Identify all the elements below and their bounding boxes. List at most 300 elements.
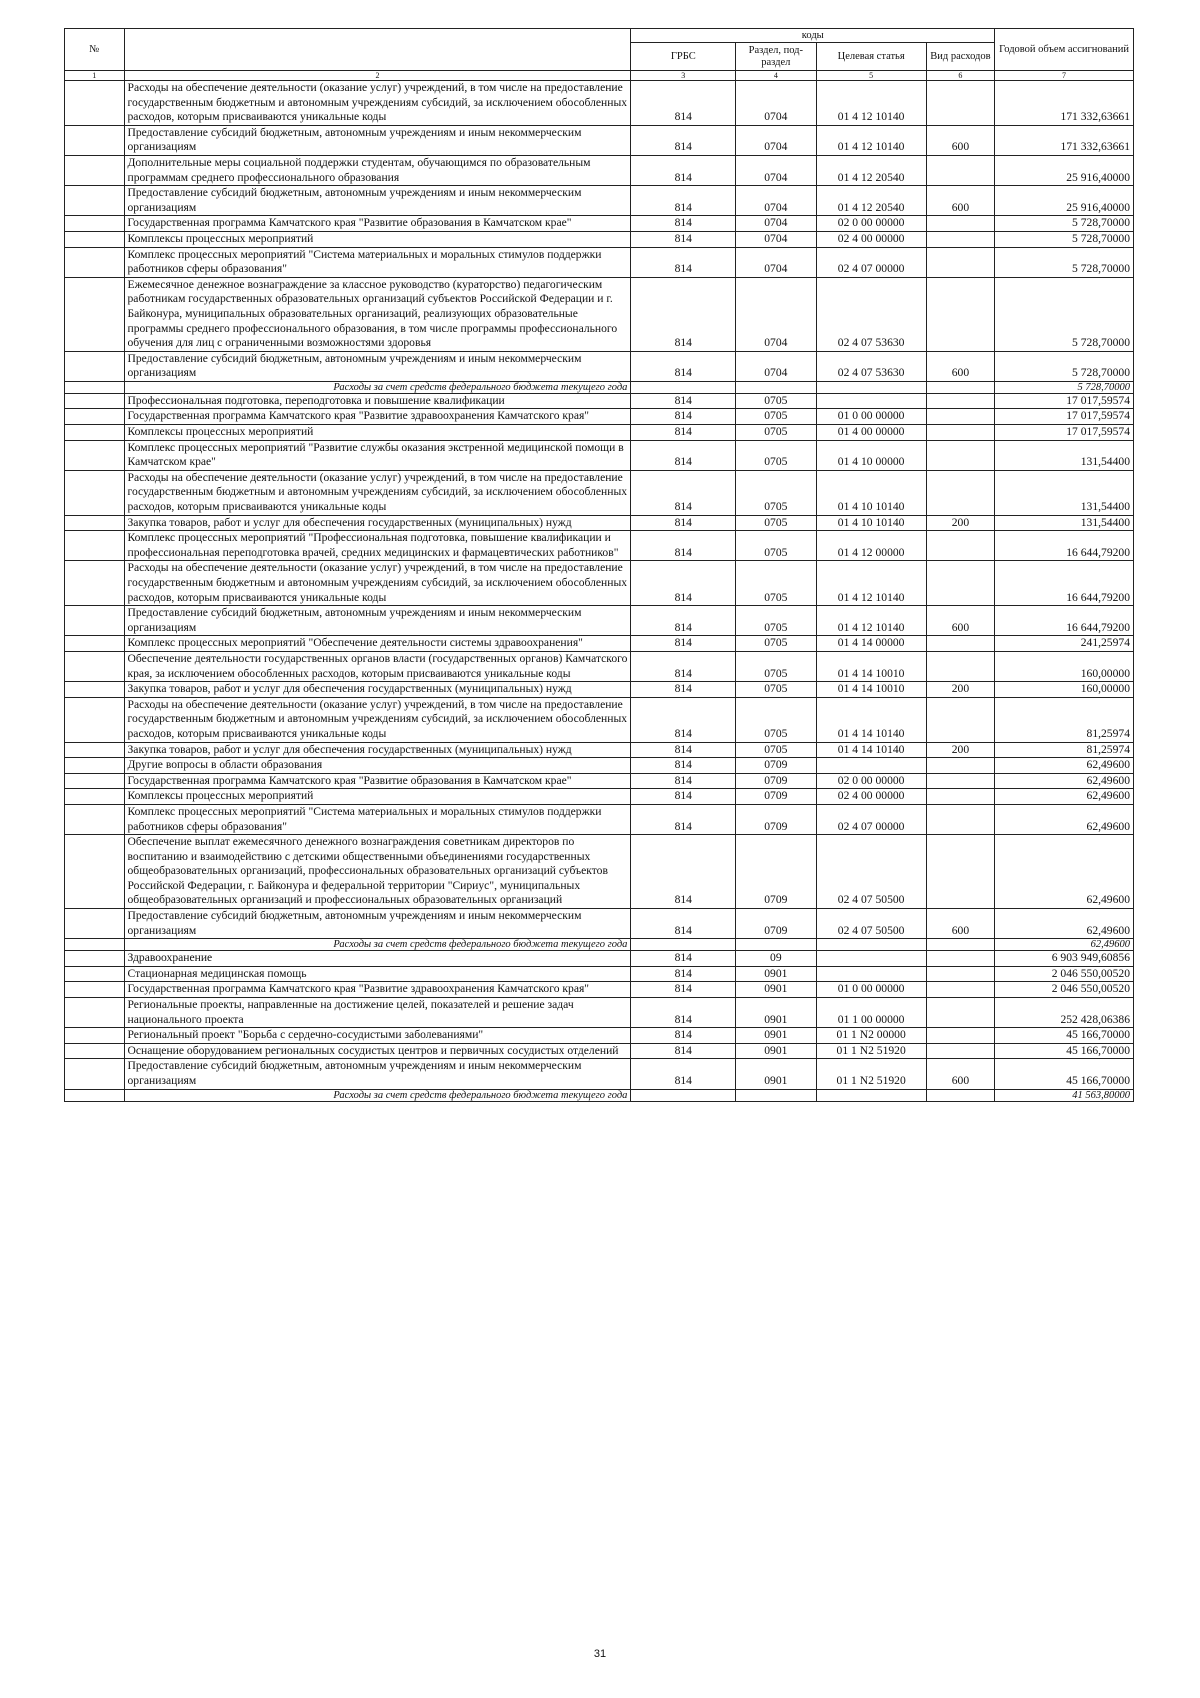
table-row <box>65 966 1134 982</box>
cell-num <box>65 835 125 909</box>
cell-vid <box>926 1028 994 1044</box>
cell-grbs: 814 <box>631 81 736 126</box>
cell-num <box>65 636 125 652</box>
cell-num <box>65 531 125 561</box>
cell-grbs: 814 <box>631 351 736 381</box>
cell-grbs: 814 <box>631 231 736 247</box>
cell-vid <box>926 966 994 982</box>
cell-vid <box>926 81 994 126</box>
page-number: 31 <box>593 1648 607 1660</box>
cell-sum: 62,49600 <box>995 758 1134 774</box>
cell-num <box>65 1043 125 1059</box>
cell-vid: 600 <box>926 125 994 155</box>
cell-grbs: 814 <box>631 682 736 698</box>
cell-name: Государственная программа Камчатского края "Развитие образования в Камчатском крае" <box>124 216 631 232</box>
cell-grbs <box>631 939 736 951</box>
cell-grbs: 814 <box>631 216 736 232</box>
cell-sum: 5 728,70000 <box>995 231 1134 247</box>
cell-razdel: 0704 <box>736 81 816 126</box>
cell-razdel: 0705 <box>736 682 816 698</box>
table-row <box>65 231 1134 247</box>
cell-vid <box>926 636 994 652</box>
cell-grbs <box>631 381 736 393</box>
cell-num <box>65 425 125 441</box>
cell-grbs: 814 <box>631 606 736 636</box>
cell-grbs: 814 <box>631 804 736 834</box>
cell-vid: 600 <box>926 606 994 636</box>
cell-name: Предоставление субсидий бюджетным, автономным учреждениям и иным некоммерческим организациям <box>124 351 631 381</box>
cell-celevaya: 01 1 00 00000 <box>816 998 926 1028</box>
table-row <box>65 982 1134 998</box>
cell-celevaya: 01 4 14 00000 <box>816 636 926 652</box>
cell-celevaya: 02 0 00 00000 <box>816 216 926 232</box>
cell-celevaya: 02 0 00 00000 <box>816 773 926 789</box>
cell-num <box>65 939 125 951</box>
cell-num <box>65 651 125 681</box>
table-row <box>65 742 1134 758</box>
cell-vid <box>926 998 994 1028</box>
cell-name: Расходы за счет средств федерального бюджета текущего года <box>124 939 631 951</box>
cell-sum: 160,00000 <box>995 651 1134 681</box>
header-volume: Годовой объем ассигнований <box>995 29 1134 71</box>
cell-razdel <box>736 1089 816 1101</box>
cell-grbs: 814 <box>631 515 736 531</box>
cell-name: Предоставление субсидий бюджетным, автономным учреждениям и иным некоммерческим организациям <box>124 909 631 939</box>
cell-sum: 5 728,70000 <box>995 351 1134 381</box>
cell-grbs: 814 <box>631 758 736 774</box>
cell-num <box>65 155 125 185</box>
header-grbs: ГРБС <box>631 43 736 71</box>
cell-sum: 45 166,70000 <box>995 1043 1134 1059</box>
cell-name: Комплекс процессных мероприятий "Система материальных и моральных стимулов поддержки работников сферы образования" <box>124 247 631 277</box>
cell-razdel <box>736 939 816 951</box>
table-row <box>65 186 1134 216</box>
cell-razdel: 0704 <box>736 186 816 216</box>
cell-celevaya: 02 4 07 53630 <box>816 277 926 351</box>
cell-sum: 16 644,79200 <box>995 531 1134 561</box>
cell-name: Закупка товаров, работ и услуг для обеспечения государственных (муниципальных) нужд <box>124 515 631 531</box>
cell-grbs: 814 <box>631 909 736 939</box>
cell-celevaya <box>816 758 926 774</box>
cell-name: Комплекс процессных мероприятий "Профессиональная подготовка, повышение квалификации и профессиональная переподготовка врачей, средних медицинских и фармацевтических работников" <box>124 531 631 561</box>
cell-name: Комплексы процессных мероприятий <box>124 231 631 247</box>
cell-razdel: 0704 <box>736 247 816 277</box>
cell-name: Стационарная медицинская помощь <box>124 966 631 982</box>
cell-grbs: 814 <box>631 951 736 967</box>
cell-vid <box>926 789 994 805</box>
table-row <box>65 351 1134 381</box>
col-number: 7 <box>995 71 1134 81</box>
table-row <box>65 758 1134 774</box>
cell-name: Государственная программа Камчатского края "Развитие образования в Камчатском крае" <box>124 773 631 789</box>
cell-name: Комплексы процессных мероприятий <box>124 425 631 441</box>
cell-vid <box>926 277 994 351</box>
cell-sum: 45 166,70000 <box>995 1059 1134 1089</box>
cell-name: Предоставление субсидий бюджетным, автономным учреждениям и иным некоммерческим организациям <box>124 606 631 636</box>
cell-sum: 45 166,70000 <box>995 1028 1134 1044</box>
table-row <box>65 470 1134 515</box>
cell-sum: 81,25974 <box>995 697 1134 742</box>
cell-num <box>65 351 125 381</box>
cell-vid <box>926 231 994 247</box>
cell-razdel: 0704 <box>736 231 816 247</box>
cell-num <box>65 231 125 247</box>
cell-name: Расходы за счет средств федерального бюджета текущего года <box>124 1089 631 1101</box>
cell-razdel: 0709 <box>736 773 816 789</box>
header-codes: коды <box>631 29 995 43</box>
col-number: 3 <box>631 71 736 81</box>
cell-name: Государственная программа Камчатского края "Развитие здравоохранения Камчатского края" <box>124 982 631 998</box>
cell-vid <box>926 531 994 561</box>
cell-name: Оснащение оборудованием региональных сосудистых центров и первичных сосудистых отделений <box>124 1043 631 1059</box>
header-celevaya: Целевая статья <box>816 43 926 71</box>
table-row <box>65 606 1134 636</box>
cell-name: Комплекс процессных мероприятий "Система материальных и моральных стимулов поддержки работников сферы образования" <box>124 804 631 834</box>
table-row <box>65 789 1134 805</box>
cell-sum: 131,54400 <box>995 440 1134 470</box>
cell-sum: 62,49600 <box>995 909 1134 939</box>
cell-celevaya <box>816 966 926 982</box>
cell-celevaya: 01 1 N2 00000 <box>816 1028 926 1044</box>
table-row <box>65 393 1134 409</box>
cell-sum: 2 046 550,00520 <box>995 982 1134 998</box>
table-row <box>65 651 1134 681</box>
cell-razdel <box>736 381 816 393</box>
cell-celevaya: 02 4 00 00000 <box>816 231 926 247</box>
cell-razdel: 09 <box>736 951 816 967</box>
cell-sum: 160,00000 <box>995 682 1134 698</box>
table-row <box>65 1043 1134 1059</box>
cell-razdel: 0705 <box>736 561 816 606</box>
table-row <box>65 277 1134 351</box>
cell-name: Обеспечение деятельности государственных органов власти (государственных органов) Камчатского края, за исключением обособленных расходов, которым присваиваются уникальные коды <box>124 651 631 681</box>
cell-celevaya <box>816 1089 926 1101</box>
cell-num <box>65 773 125 789</box>
cell-razdel: 0705 <box>736 425 816 441</box>
cell-sum: 17 017,59574 <box>995 425 1134 441</box>
table-row <box>65 81 1134 126</box>
cell-num <box>65 515 125 531</box>
cell-name: Расходы на обеспечение деятельности (оказание услуг) учреждений, в том числе на предоставление государственным бюджетным и автономным учреждениям субсидий, за исключением обособленных расходов, которым присваиваются уникальные коды <box>124 81 631 126</box>
cell-name: Другие вопросы в области образования <box>124 758 631 774</box>
cell-num <box>65 697 125 742</box>
cell-grbs: 814 <box>631 636 736 652</box>
cell-celevaya <box>816 393 926 409</box>
cell-razdel: 0705 <box>736 651 816 681</box>
cell-celevaya <box>816 951 926 967</box>
cell-num <box>65 409 125 425</box>
cell-vid <box>926 381 994 393</box>
column-numbers-row <box>65 71 1134 81</box>
cell-vid <box>926 216 994 232</box>
cell-name: Государственная программа Камчатского края "Развитие здравоохранения Камчатского края" <box>124 409 631 425</box>
cell-name: Ежемесячное денежное вознаграждение за классное руководство (кураторство) педагогическим работникам государственных образовательных организаций субъектов Российской Федерации и г. Байконура, муниципальных образовательных организаций, реализующих образовательные программы среднего профессионального образования, в том числе программы профессионального обучения для лиц с ограниченными возможностями здоровья <box>124 277 631 351</box>
cell-name: Региональные проекты, направленные на достижение целей, показателей и решение задач национального проекта <box>124 998 631 1028</box>
cell-celevaya: 01 0 00 00000 <box>816 982 926 998</box>
cell-razdel: 0704 <box>736 351 816 381</box>
cell-razdel: 0705 <box>736 742 816 758</box>
cell-grbs: 814 <box>631 155 736 185</box>
cell-vid <box>926 982 994 998</box>
cell-celevaya: 01 1 N2 51920 <box>816 1059 926 1089</box>
cell-sum: 131,54400 <box>995 515 1134 531</box>
cell-razdel: 0705 <box>736 636 816 652</box>
cell-grbs: 814 <box>631 651 736 681</box>
cell-sum: 252 428,06386 <box>995 998 1134 1028</box>
cell-name: Предоставление субсидий бюджетным, автономным учреждениям и иным некоммерческим организациям <box>124 1059 631 1089</box>
cell-num <box>65 1028 125 1044</box>
cell-vid <box>926 804 994 834</box>
cell-vid: 600 <box>926 1059 994 1089</box>
cell-num <box>65 381 125 393</box>
cell-grbs: 814 <box>631 393 736 409</box>
cell-razdel: 0709 <box>736 758 816 774</box>
cell-vid <box>926 393 994 409</box>
cell-celevaya: 02 4 07 53630 <box>816 351 926 381</box>
cell-razdel: 0705 <box>736 531 816 561</box>
cell-sum: 25 916,40000 <box>995 155 1134 185</box>
cell-grbs: 814 <box>631 1043 736 1059</box>
cell-grbs <box>631 1089 736 1101</box>
cell-grbs: 814 <box>631 982 736 998</box>
cell-celevaya: 01 4 00 00000 <box>816 425 926 441</box>
cell-vid <box>926 835 994 909</box>
cell-num <box>65 393 125 409</box>
table-row <box>65 697 1134 742</box>
table-row <box>65 155 1134 185</box>
cell-grbs: 814 <box>631 789 736 805</box>
table-row <box>65 216 1134 232</box>
table-row-federal <box>65 381 1134 393</box>
cell-sum: 2 046 550,00520 <box>995 966 1134 982</box>
table-row <box>65 125 1134 155</box>
cell-celevaya: 01 4 10 10140 <box>816 515 926 531</box>
header-name <box>124 29 631 71</box>
cell-name: Комплексы процессных мероприятий <box>124 789 631 805</box>
cell-grbs: 814 <box>631 966 736 982</box>
cell-razdel: 0705 <box>736 470 816 515</box>
cell-vid <box>926 561 994 606</box>
cell-celevaya: 02 4 07 00000 <box>816 804 926 834</box>
cell-grbs: 814 <box>631 125 736 155</box>
table-row <box>65 440 1134 470</box>
cell-name: Комплекс процессных мероприятий "Обеспечение деятельности системы здравоохранения" <box>124 636 631 652</box>
cell-vid: 600 <box>926 186 994 216</box>
cell-name: Здравоохранение <box>124 951 631 967</box>
cell-sum: 81,25974 <box>995 742 1134 758</box>
cell-num <box>65 561 125 606</box>
cell-celevaya: 01 4 12 10140 <box>816 81 926 126</box>
cell-name: Комплекс процессных мероприятий "Развитие службы оказания экстренной медицинской помощи в Камчатском крае" <box>124 440 631 470</box>
cell-num <box>65 81 125 126</box>
cell-grbs: 814 <box>631 773 736 789</box>
cell-celevaya: 01 4 12 10140 <box>816 606 926 636</box>
cell-name: Расходы на обеспечение деятельности (оказание услуг) учреждений, в том числе на предоставление государственным бюджетным и автономным учреждениям субсидий, за исключением обособленных расходов, которым присваиваются уникальные коды <box>124 470 631 515</box>
cell-num <box>65 682 125 698</box>
cell-name: Региональный проект "Борьба с сердечно-сосудистыми заболеваниями" <box>124 1028 631 1044</box>
cell-vid: 200 <box>926 742 994 758</box>
cell-name: Расходы на обеспечение деятельности (оказание услуг) учреждений, в том числе на предоставление государственным бюджетным и автономным учреждениям субсидий, за исключением обособленных расходов, которым присваиваются уникальные коды <box>124 561 631 606</box>
cell-celevaya: 01 4 12 20540 <box>816 155 926 185</box>
cell-razdel: 0901 <box>736 1028 816 1044</box>
cell-sum: 171 332,63661 <box>995 125 1134 155</box>
cell-num <box>65 951 125 967</box>
cell-sum: 62,49600 <box>995 835 1134 909</box>
cell-name: Расходы на обеспечение деятельности (оказание услуг) учреждений, в том числе на предоставление государственным бюджетным и автономным учреждениям субсидий, за исключением обособленных расходов, которым присваиваются уникальные коды <box>124 697 631 742</box>
cell-num <box>65 1089 125 1101</box>
cell-razdel: 0705 <box>736 409 816 425</box>
cell-sum: 131,54400 <box>995 470 1134 515</box>
table-body <box>65 81 1134 1102</box>
cell-name: Предоставление субсидий бюджетным, автономным учреждениям и иным некоммерческим организациям <box>124 125 631 155</box>
cell-grbs: 814 <box>631 531 736 561</box>
cell-sum: 17 017,59574 <box>995 409 1134 425</box>
cell-razdel: 0901 <box>736 998 816 1028</box>
cell-grbs: 814 <box>631 425 736 441</box>
cell-num <box>65 277 125 351</box>
table-row <box>65 636 1134 652</box>
cell-num <box>65 909 125 939</box>
cell-vid: 200 <box>926 682 994 698</box>
cell-razdel: 0901 <box>736 966 816 982</box>
cell-razdel: 0901 <box>736 982 816 998</box>
cell-vid <box>926 697 994 742</box>
cell-celevaya: 02 4 00 00000 <box>816 789 926 805</box>
col-number: 6 <box>926 71 994 81</box>
cell-grbs: 814 <box>631 470 736 515</box>
table-row <box>65 515 1134 531</box>
cell-sum: 241,25974 <box>995 636 1134 652</box>
cell-vid <box>926 247 994 277</box>
header-vid: Вид расходов <box>926 43 994 71</box>
cell-celevaya: 01 4 14 10140 <box>816 742 926 758</box>
cell-grbs: 814 <box>631 1059 736 1089</box>
cell-sum: 16 644,79200 <box>995 561 1134 606</box>
cell-num <box>65 758 125 774</box>
cell-num <box>65 982 125 998</box>
cell-name: Расходы за счет средств федерального бюджета текущего года <box>124 381 631 393</box>
cell-celevaya: 01 4 10 10140 <box>816 470 926 515</box>
cell-num <box>65 216 125 232</box>
cell-num <box>65 606 125 636</box>
cell-razdel: 0709 <box>736 789 816 805</box>
cell-num <box>65 125 125 155</box>
cell-sum: 5 728,70000 <box>995 277 1134 351</box>
cell-sum: 62,49600 <box>995 804 1134 834</box>
table-row <box>65 425 1134 441</box>
col-number: 5 <box>816 71 926 81</box>
cell-grbs: 814 <box>631 247 736 277</box>
header-razdel: Раздел, под-раздел <box>736 43 816 71</box>
cell-razdel: 0705 <box>736 606 816 636</box>
cell-grbs: 814 <box>631 561 736 606</box>
cell-sum: 16 644,79200 <box>995 606 1134 636</box>
cell-razdel: 0705 <box>736 440 816 470</box>
table-row-federal <box>65 1089 1134 1101</box>
cell-sum: 5 728,70000 <box>995 381 1134 393</box>
cell-celevaya: 02 4 07 50500 <box>816 835 926 909</box>
table-row <box>65 804 1134 834</box>
cell-grbs: 814 <box>631 186 736 216</box>
table-row <box>65 531 1134 561</box>
cell-sum: 62,49600 <box>995 773 1134 789</box>
table-row <box>65 247 1134 277</box>
cell-razdel: 0705 <box>736 515 816 531</box>
cell-vid: 600 <box>926 909 994 939</box>
table-row <box>65 561 1134 606</box>
cell-celevaya: 02 4 07 50500 <box>816 909 926 939</box>
cell-num <box>65 247 125 277</box>
cell-razdel: 0705 <box>736 393 816 409</box>
cell-razdel: 0704 <box>736 125 816 155</box>
cell-razdel: 0704 <box>736 155 816 185</box>
cell-num <box>65 470 125 515</box>
cell-razdel: 0704 <box>736 216 816 232</box>
cell-sum: 171 332,63661 <box>995 81 1134 126</box>
cell-vid <box>926 1043 994 1059</box>
cell-razdel: 0709 <box>736 909 816 939</box>
cell-razdel: 0709 <box>736 835 816 909</box>
cell-sum: 62,49600 <box>995 939 1134 951</box>
table-row <box>65 773 1134 789</box>
cell-name: Предоставление субсидий бюджетным, автономным учреждениям и иным некоммерческим организациям <box>124 186 631 216</box>
cell-sum: 17 017,59574 <box>995 393 1134 409</box>
cell-vid <box>926 470 994 515</box>
table-row <box>65 835 1134 909</box>
cell-grbs: 814 <box>631 697 736 742</box>
cell-num <box>65 440 125 470</box>
cell-razdel: 0901 <box>736 1043 816 1059</box>
cell-name: Закупка товаров, работ и услуг для обеспечения государственных (муниципальных) нужд <box>124 682 631 698</box>
cell-sum: 5 728,70000 <box>995 216 1134 232</box>
cell-razdel: 0704 <box>736 277 816 351</box>
cell-name: Дополнительные меры социальной поддержки студентам, обучающимся по образовательным программам среднего профессионального образования <box>124 155 631 185</box>
cell-num <box>65 186 125 216</box>
cell-celevaya: 01 4 10 00000 <box>816 440 926 470</box>
cell-name: Профессиональная подготовка, переподготовка и повышение квалификации <box>124 393 631 409</box>
cell-celevaya: 01 4 12 10140 <box>816 125 926 155</box>
table-row <box>65 682 1134 698</box>
table-row <box>65 998 1134 1028</box>
budget-table <box>64 28 1134 1102</box>
cell-vid: 200 <box>926 515 994 531</box>
cell-celevaya <box>816 939 926 951</box>
table-row-federal <box>65 939 1134 951</box>
cell-celevaya: 01 0 00 00000 <box>816 409 926 425</box>
cell-sum: 6 903 949,60856 <box>995 951 1134 967</box>
cell-vid <box>926 155 994 185</box>
cell-celevaya: 01 4 12 10140 <box>816 561 926 606</box>
cell-vid <box>926 951 994 967</box>
table-row <box>65 909 1134 939</box>
table-row <box>65 1028 1134 1044</box>
cell-razdel: 0901 <box>736 1059 816 1089</box>
cell-celevaya: 01 4 14 10010 <box>816 682 926 698</box>
cell-sum: 62,49600 <box>995 789 1134 805</box>
cell-grbs: 814 <box>631 277 736 351</box>
col-number: 2 <box>124 71 631 81</box>
col-number: 4 <box>736 71 816 81</box>
cell-vid <box>926 651 994 681</box>
cell-celevaya: 02 4 07 00000 <box>816 247 926 277</box>
cell-celevaya: 01 1 N2 51920 <box>816 1043 926 1059</box>
cell-vid <box>926 939 994 951</box>
table-row <box>65 1059 1134 1089</box>
cell-grbs: 814 <box>631 998 736 1028</box>
cell-grbs: 814 <box>631 1028 736 1044</box>
cell-grbs: 814 <box>631 742 736 758</box>
cell-num <box>65 742 125 758</box>
